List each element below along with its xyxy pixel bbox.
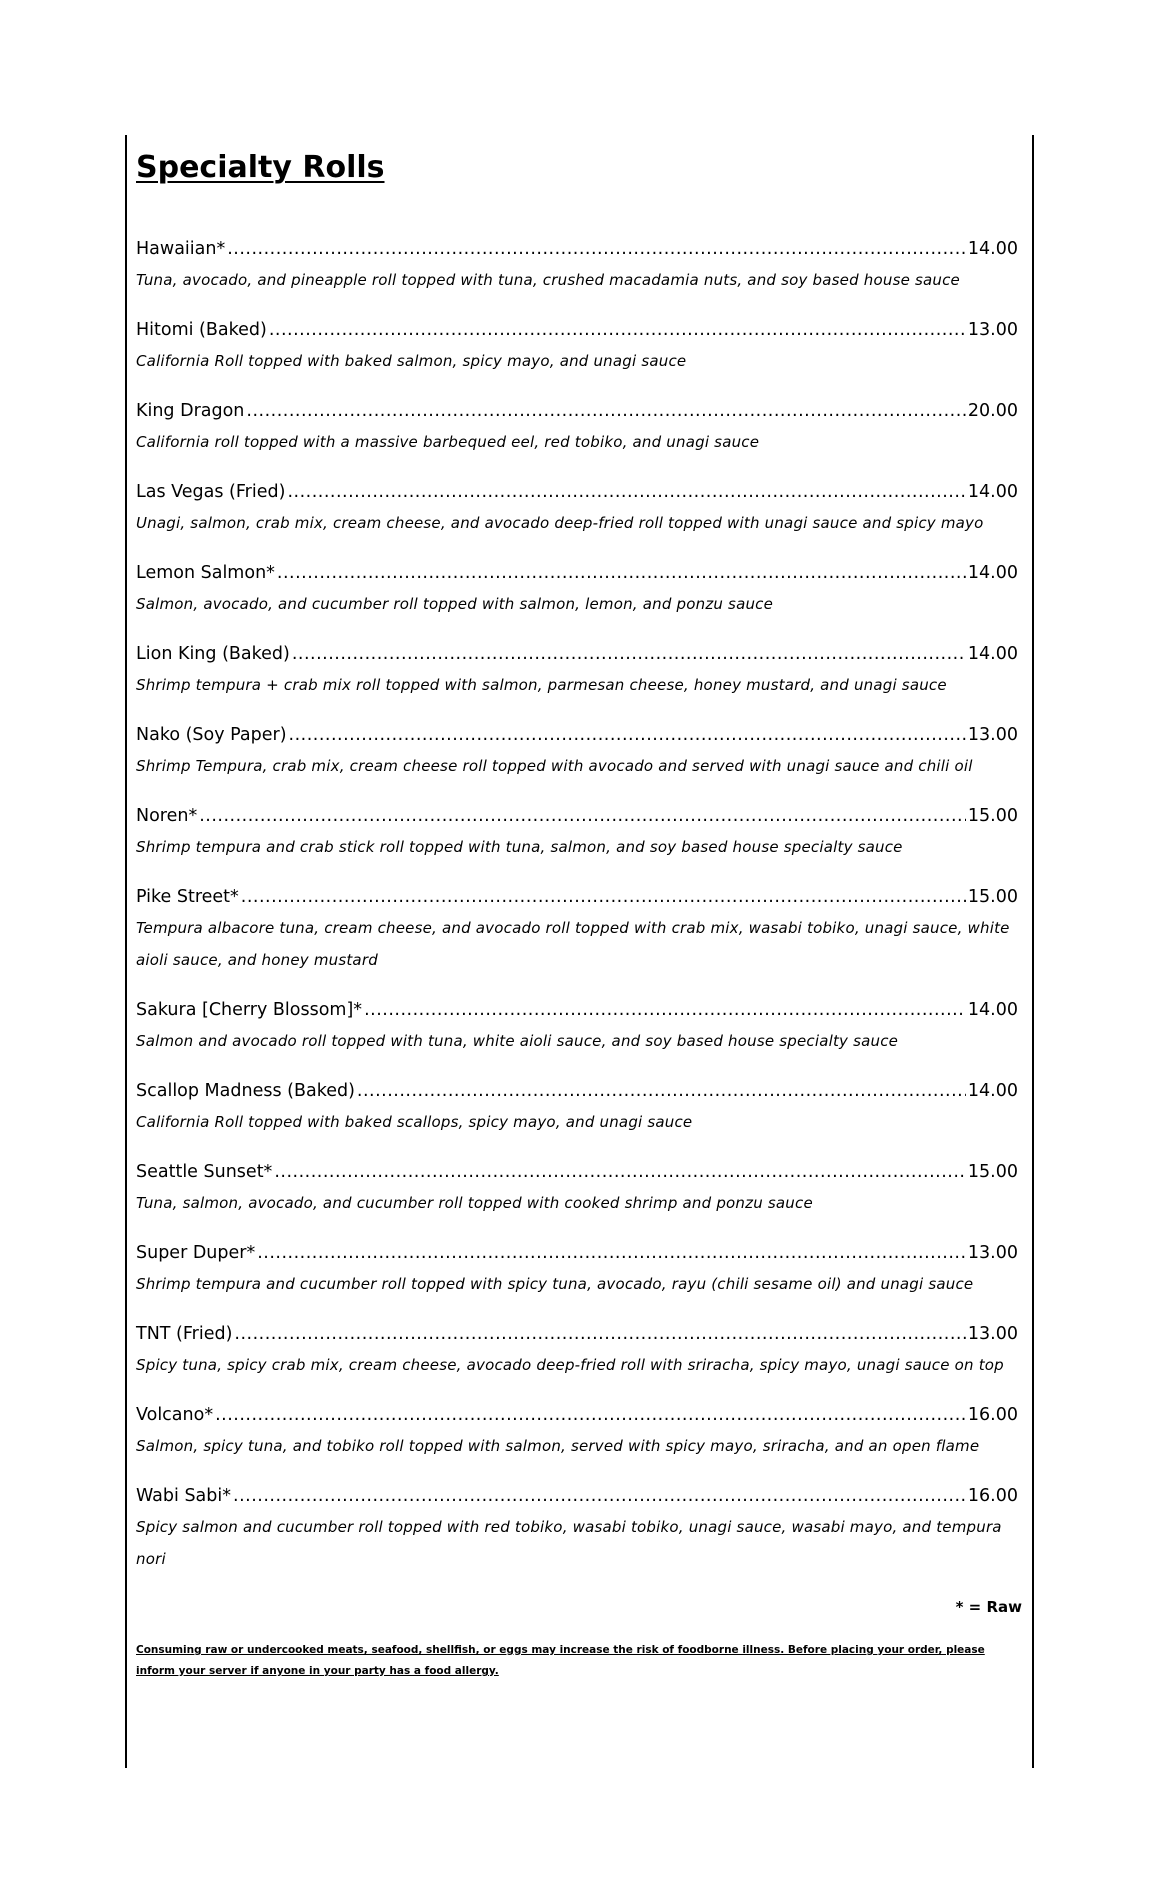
menu-item bbox=[136, 1078, 1018, 1138]
dot-leader bbox=[257, 1240, 966, 1266]
menu-page bbox=[136, 140, 1022, 1682]
page-title: Specialty Rolls bbox=[136, 150, 385, 185]
menu-item-price: 16.00 bbox=[967, 1486, 1018, 1506]
menu-item-header bbox=[136, 479, 1018, 505]
dot-leader bbox=[241, 884, 966, 910]
menu-item-description: Tuna, salmon, avocado, and cucumber roll topped with cooked shrimp and ponzu sauce bbox=[136, 1194, 813, 1212]
menu-item-header bbox=[136, 1402, 1018, 1428]
menu-item-name: King Dragon bbox=[136, 401, 245, 421]
menu-item-header bbox=[136, 1321, 1018, 1347]
menu-item-description: Salmon and avocado roll topped with tuna, white aioli sauce, and soy based house specialty sauce bbox=[136, 1032, 899, 1050]
menu-item-description: California Roll topped with baked scallops, spicy mayo, and unagi sauce bbox=[136, 1113, 693, 1131]
menu-item bbox=[136, 1240, 1018, 1300]
menu-item-name: Lemon Salmon* bbox=[136, 563, 275, 583]
menu-item bbox=[136, 641, 1018, 701]
menu-item-name: Hitomi (Baked) bbox=[136, 320, 267, 340]
menu-item-price: 15.00 bbox=[967, 806, 1018, 826]
menu-item-price: 15.00 bbox=[967, 1162, 1018, 1182]
menu-list bbox=[136, 236, 1018, 1575]
menu-item-header bbox=[136, 1483, 1018, 1509]
menu-item-price: 14.00 bbox=[967, 563, 1018, 583]
menu-item-header bbox=[136, 317, 1018, 343]
menu-item-price: 15.00 bbox=[967, 887, 1018, 907]
menu-item bbox=[136, 479, 1018, 539]
menu-item-price: 14.00 bbox=[967, 644, 1018, 664]
menu-item-description: Salmon, spicy tuna, and tobiko roll topped with salmon, served with spicy mayo, sriracha, and an open flame bbox=[136, 1437, 980, 1455]
menu-item-price: 13.00 bbox=[967, 1243, 1018, 1263]
menu-item-name: Las Vegas (Fried) bbox=[136, 482, 286, 502]
menu-item-price: 16.00 bbox=[967, 1405, 1018, 1425]
menu-item-header bbox=[136, 560, 1018, 586]
menu-item-price: 14.00 bbox=[967, 1000, 1018, 1020]
dot-leader bbox=[233, 1483, 966, 1509]
menu-item-price: 14.00 bbox=[967, 1081, 1018, 1101]
dot-leader bbox=[357, 1078, 966, 1104]
menu-item-name: Super Duper* bbox=[136, 1243, 256, 1263]
menu-item-name: Volcano* bbox=[136, 1405, 214, 1425]
menu-item bbox=[136, 398, 1018, 458]
dot-leader bbox=[246, 398, 965, 424]
menu-item-description: Shrimp tempura + crab mix roll topped with salmon, parmesan cheese, honey mustard, and unagi sauce bbox=[136, 676, 947, 694]
menu-item bbox=[136, 1402, 1018, 1462]
menu-item-description: California roll topped with a massive barbequed eel, red tobiko, and unagi sauce bbox=[136, 433, 760, 451]
menu-item-name: Sakura [Cherry Blossom]* bbox=[136, 1000, 363, 1020]
menu-item-name: Hawaiian* bbox=[136, 239, 226, 259]
dot-leader bbox=[227, 236, 966, 262]
menu-item-price: 14.00 bbox=[967, 239, 1018, 259]
menu-item-price: 14.00 bbox=[967, 482, 1018, 502]
menu-item-price: 13.00 bbox=[967, 725, 1018, 745]
menu-item-header bbox=[136, 1240, 1018, 1266]
menu-item-header bbox=[136, 641, 1018, 667]
dot-leader bbox=[199, 803, 966, 829]
menu-item-name: Noren* bbox=[136, 806, 198, 826]
menu-item-description: Spicy tuna, spicy crab mix, cream cheese, avocado deep-fried roll with sriracha, spicy mayo, unagi sauce on top bbox=[136, 1356, 1004, 1374]
menu-item-description: Tempura albacore tuna, cream cheese, and avocado roll topped with crab mix, wasabi tobiko, unagi sauce, white aioli sauce, and honey mustard bbox=[136, 919, 1010, 969]
menu-item-description: Salmon, avocado, and cucumber roll topped with salmon, lemon, and ponzu sauce bbox=[136, 595, 774, 613]
menu-item bbox=[136, 1159, 1018, 1219]
menu-item bbox=[136, 1483, 1018, 1575]
menu-item-description: Shrimp tempura and cucumber roll topped with spicy tuna, avocado, rayu (chili sesame oil) and unagi sauce bbox=[136, 1275, 974, 1293]
menu-item-header bbox=[136, 884, 1018, 910]
raw-legend: * = Raw bbox=[955, 1598, 1022, 1616]
menu-item-header bbox=[136, 236, 1018, 262]
dot-leader bbox=[364, 997, 966, 1023]
menu-item-header bbox=[136, 722, 1018, 748]
menu-item-name: Scallop Madness (Baked) bbox=[136, 1081, 355, 1101]
menu-item-header bbox=[136, 1159, 1018, 1185]
menu-item-header bbox=[136, 398, 1018, 424]
menu-item-description: Shrimp Tempura, crab mix, cream cheese roll topped with avocado and served with unagi sauce and chili oil bbox=[136, 757, 973, 775]
menu-item bbox=[136, 997, 1018, 1057]
menu-item-description: Spicy salmon and cucumber roll topped with red tobiko, wasabi tobiko, unagi sauce, wasabi mayo, and tempura nori bbox=[136, 1518, 1002, 1568]
food-safety-disclaimer: Consuming raw or undercooked meats, seafood, shellfish, or eggs may increase the risk of foodborne illness. Before placing your order, please inform your server if anyone in your party has a food allergy. bbox=[136, 1644, 985, 1677]
menu-item-price: 20.00 bbox=[967, 401, 1018, 421]
menu-item-description: Unagi, salmon, crab mix, cream cheese, and avocado deep-fried roll topped with unagi sauce and spicy mayo bbox=[136, 514, 984, 532]
menu-item-name: Pike Street* bbox=[136, 887, 239, 907]
menu-item bbox=[136, 884, 1018, 976]
menu-item bbox=[136, 722, 1018, 782]
dot-leader bbox=[274, 1159, 966, 1185]
menu-item bbox=[136, 803, 1018, 863]
menu-item bbox=[136, 1321, 1018, 1381]
dot-leader bbox=[277, 560, 966, 586]
menu-item bbox=[136, 236, 1018, 296]
menu-item-name: TNT (Fried) bbox=[136, 1324, 233, 1344]
dot-leader bbox=[289, 722, 966, 748]
dot-leader bbox=[287, 479, 965, 505]
menu-item bbox=[136, 560, 1018, 620]
menu-item-name: Seattle Sunset* bbox=[136, 1162, 273, 1182]
menu-item-price: 13.00 bbox=[967, 1324, 1018, 1344]
dot-leader bbox=[215, 1402, 966, 1428]
menu-item-header bbox=[136, 1078, 1018, 1104]
menu-item-description: California Roll topped with baked salmon, spicy mayo, and unagi sauce bbox=[136, 352, 687, 370]
menu-item-description: Tuna, avocado, and pineapple roll topped with tuna, crushed macadamia nuts, and soy based house sauce bbox=[136, 271, 960, 289]
menu-item-name: Nako (Soy Paper) bbox=[136, 725, 287, 745]
menu-item bbox=[136, 317, 1018, 377]
dot-leader bbox=[292, 641, 966, 667]
dot-leader bbox=[269, 317, 966, 343]
menu-item-name: Lion King (Baked) bbox=[136, 644, 290, 664]
menu-item-description: Shrimp tempura and crab stick roll topped with tuna, salmon, and soy based house specialty sauce bbox=[136, 838, 903, 856]
menu-item-price: 13.00 bbox=[967, 320, 1018, 340]
dot-leader bbox=[234, 1321, 965, 1347]
menu-item-name: Wabi Sabi* bbox=[136, 1486, 231, 1506]
menu-item-header bbox=[136, 803, 1018, 829]
menu-item-header bbox=[136, 997, 1018, 1023]
